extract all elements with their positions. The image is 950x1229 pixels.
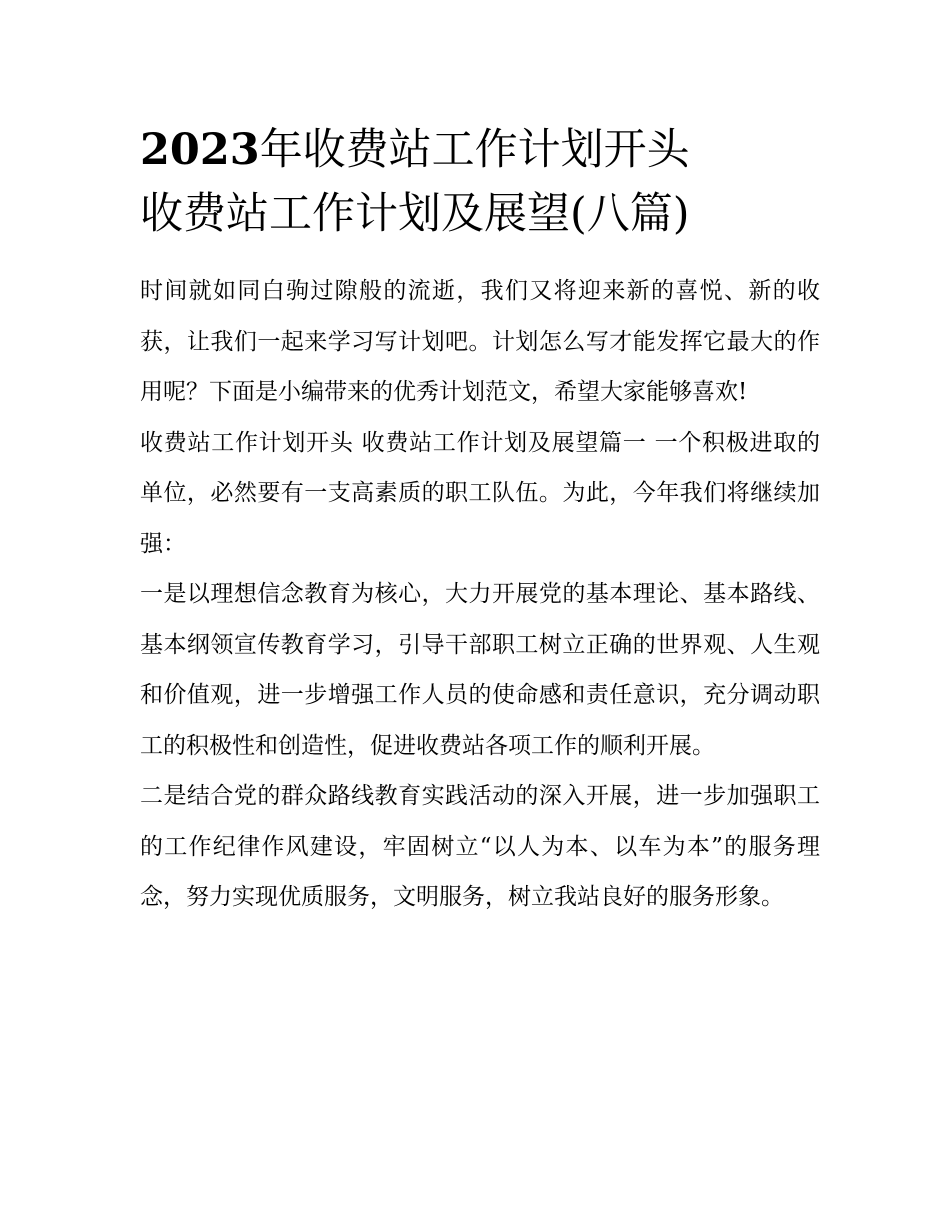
paragraph-intro: 时间就如同白驹过隙般的流逝，我们又将迎来新的喜悦、新的收获，让我们一起来学习写计划吧。计划怎么写才能发挥它最大的作用呢？下面是小编带来的优秀计划范文，希望大家能够喜欢! (140, 278, 820, 405)
title-line-2: 收费站工作计划及展望(八篇) (140, 189, 690, 239)
document-body (140, 266, 820, 923)
title-line-1 (140, 118, 820, 182)
paragraph-section-one: 收费站工作计划开头 收费站工作计划及展望篇一 一个积极进取的单位，必然要有一支高素质的职工队伍。为此，今年我们将继续加强： (140, 429, 820, 557)
document-content (140, 118, 820, 923)
title-line-1-text: 年收费站工作计划开头 (259, 125, 690, 175)
document-title (140, 118, 820, 246)
paragraph-point-one: 一是以理想信念教育为核心，大力开展党的基本理论、基本路线、基本纲领宣传教育学习，引导干部职工树立正确的世界观、人生观和价值观，进一步增强工作人员的使命感和责任意识，充分调动职工的积极性和创造性，促进收费站各项工作的顺利开展。 (140, 581, 820, 759)
title-year: 2023 (140, 125, 260, 175)
paragraph-point-two: 二是结合党的群众路线教育实践活动的深入开展，进一步加强职工的工作纪律作风建设，牢固树立“以人为本、以车为本”的服务理念，努力实现优质服务，文明服务，树立我站良好的服务形象。 (140, 783, 820, 910)
